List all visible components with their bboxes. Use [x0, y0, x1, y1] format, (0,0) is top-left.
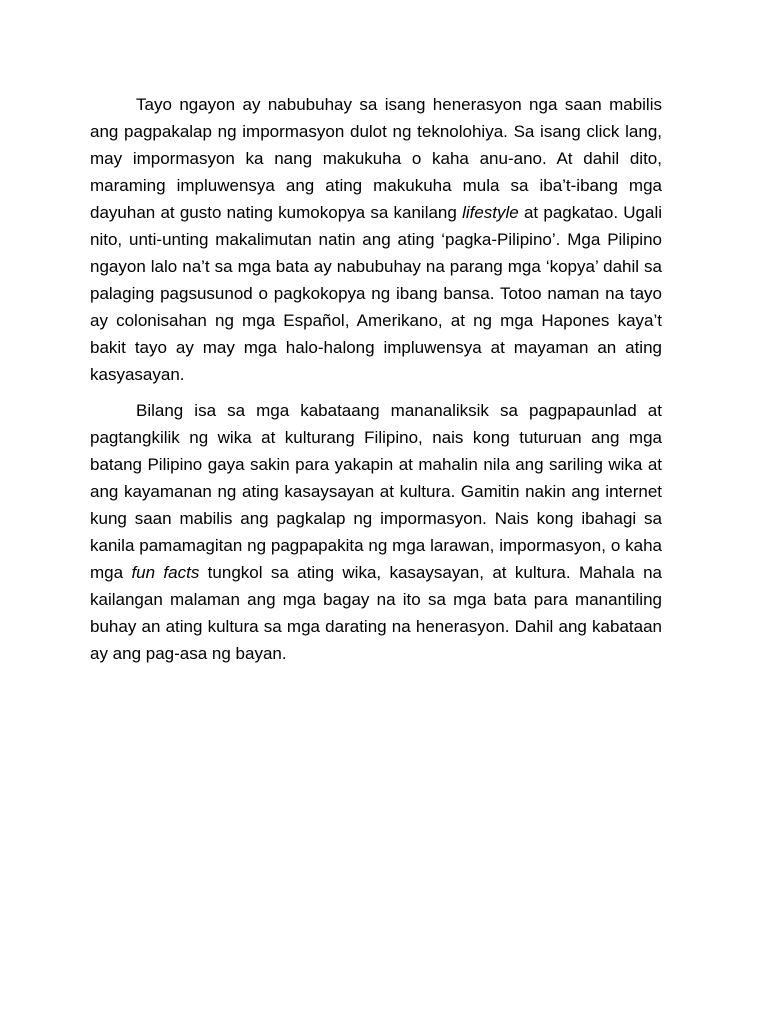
document-body — [90, 91, 662, 676]
paragraph-2-emphasis: fun facts — [131, 563, 200, 582]
paragraph-1-text-a: Tayo ngayon ay nabubuhay sa isang henerasyon nga saan mabilis ang pagpakalap ng impormasyon dulot ng teknolohiya. Sa isang click lang, may impormasyon ka nang makukuha o kaha anu-ano. At dahil dito, maraming impluwensya ang ating makukuha mula sa iba’t-ibang mga dayuhan at gusto nating kumokopya sa kanilang — [90, 95, 662, 222]
paragraph-1 — [90, 91, 662, 388]
paragraph-2-text-b: tungkol sa ating wika, kasaysayan, at kultura. Mahala na kailangan malaman ang mga bagay na ito sa mga bata para manantiling buhay an ating kultura sa mga darating na henerasyon. Dahil ang kabataan ay ang pag-asa ng bayan. — [90, 563, 662, 663]
paragraph-2 — [90, 397, 662, 667]
paragraph-2-text-a: Bilang isa sa mga kabataang mananaliksik sa pagpapaunlad at pagtangkilik ng wika at kulturang Filipino, nais kong tuturuan ang mga batang Pilipino gaya sakin para yakapin at mahalin nila ang sariling wika at ang kayamanan ng ating kasaysayan at kultura. Gamitin nakin ang internet kung saan mabilis ang pagkalap ng impormasyon. Nais kong ibahagi sa kanila pamamagitan ng pagpapakita ng mga larawan, impormasyon, o kaha mga — [90, 401, 662, 582]
paragraph-1-text-b: at pagkatao. Ugali nito, unti-unting makalimutan natin ang ating ‘pagka-Pilipino’. Mga Pilipino ngayon lalo na’t sa mga bata ay nabubuhay na parang mga ‘kopya’ dahil sa palaging pagsusunod o pagkokopya ng ibang bansa. Totoo naman na tayo ay colonisahan ng mga Español, Amerikano, at ng mga Hapones kaya’t bakit tayo ay may mga halo-halong impluwensya at mayaman an ating kasyasayan. — [90, 203, 662, 384]
paragraph-1-emphasis: lifestyle — [462, 203, 519, 222]
